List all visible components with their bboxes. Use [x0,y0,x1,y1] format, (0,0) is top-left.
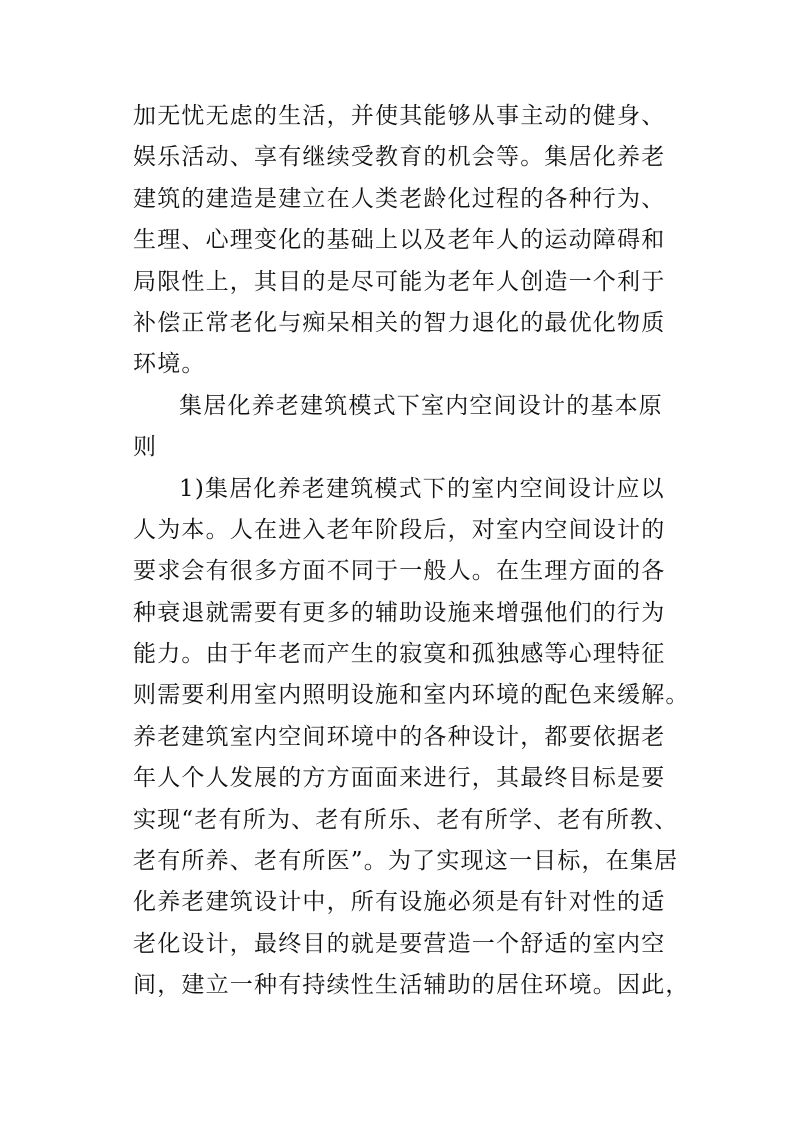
text-line: 局限性上，其目的是尽可能为老年人创造一个利于 [133,268,666,295]
text-line: 种衰退就需要有更多的辅助设施来增强他们的行为 [133,599,666,626]
text-line: 则需要利用室内照明设施和室内环境的配色来缓解。 [133,682,690,709]
text-line: 加无忧无虑的生活，并使其能够从事主动的健身、 [133,103,666,129]
section-heading-line: 则 [133,434,158,461]
text-line: 娱乐活动、享有继续受教育的机会等。集居化养老 [133,144,666,171]
text-line: 1)集居化养老建筑模式下的室内空间设计应以 [179,475,665,502]
text-line: 环境。 [133,351,206,378]
text-line: 养老建筑室内空间环境中的各种设计，都要依据老 [133,723,666,750]
text-line: 老有所养、老有所医”。为了实现这一目标，在集居 [133,848,679,875]
text-line: 间，建立一种有持续性生活辅助的居住环境。因此， [133,972,690,999]
text-line: 人为本。人在进入老年阶段后，对室内空间设计的 [133,516,666,543]
text-line: 化养老建筑设计中，所有设施必须是有针对性的适 [133,889,666,916]
body-text [133,96,690,1007]
text-line: 年人个人发展的方方面面来进行，其最终目标是要 [133,765,666,792]
text-line: 生理、心理变化的基础上以及老年人的运动障碍和 [133,227,666,254]
text-line: 补偿正常老化与痴呆相关的智力退化的最优化物质 [133,309,666,336]
text-line: 能力。由于年老而产生的寂寞和孤独感等心理特征 [133,641,666,668]
section-heading-line: 集居化养老建筑模式下室内空间设计的基本原 [179,392,663,419]
text-line: 要求会有很多方面不同于一般人。在生理方面的各 [133,558,666,585]
text-line: 实现“老有所为、老有所乐、老有所学、老有所教、 [133,806,679,833]
text-line: 建筑的建造是建立在人类老龄化过程的各种行为、 [133,185,666,212]
text-line: 老化设计，最终目的就是要营造一个舒适的室内空 [133,930,666,957]
